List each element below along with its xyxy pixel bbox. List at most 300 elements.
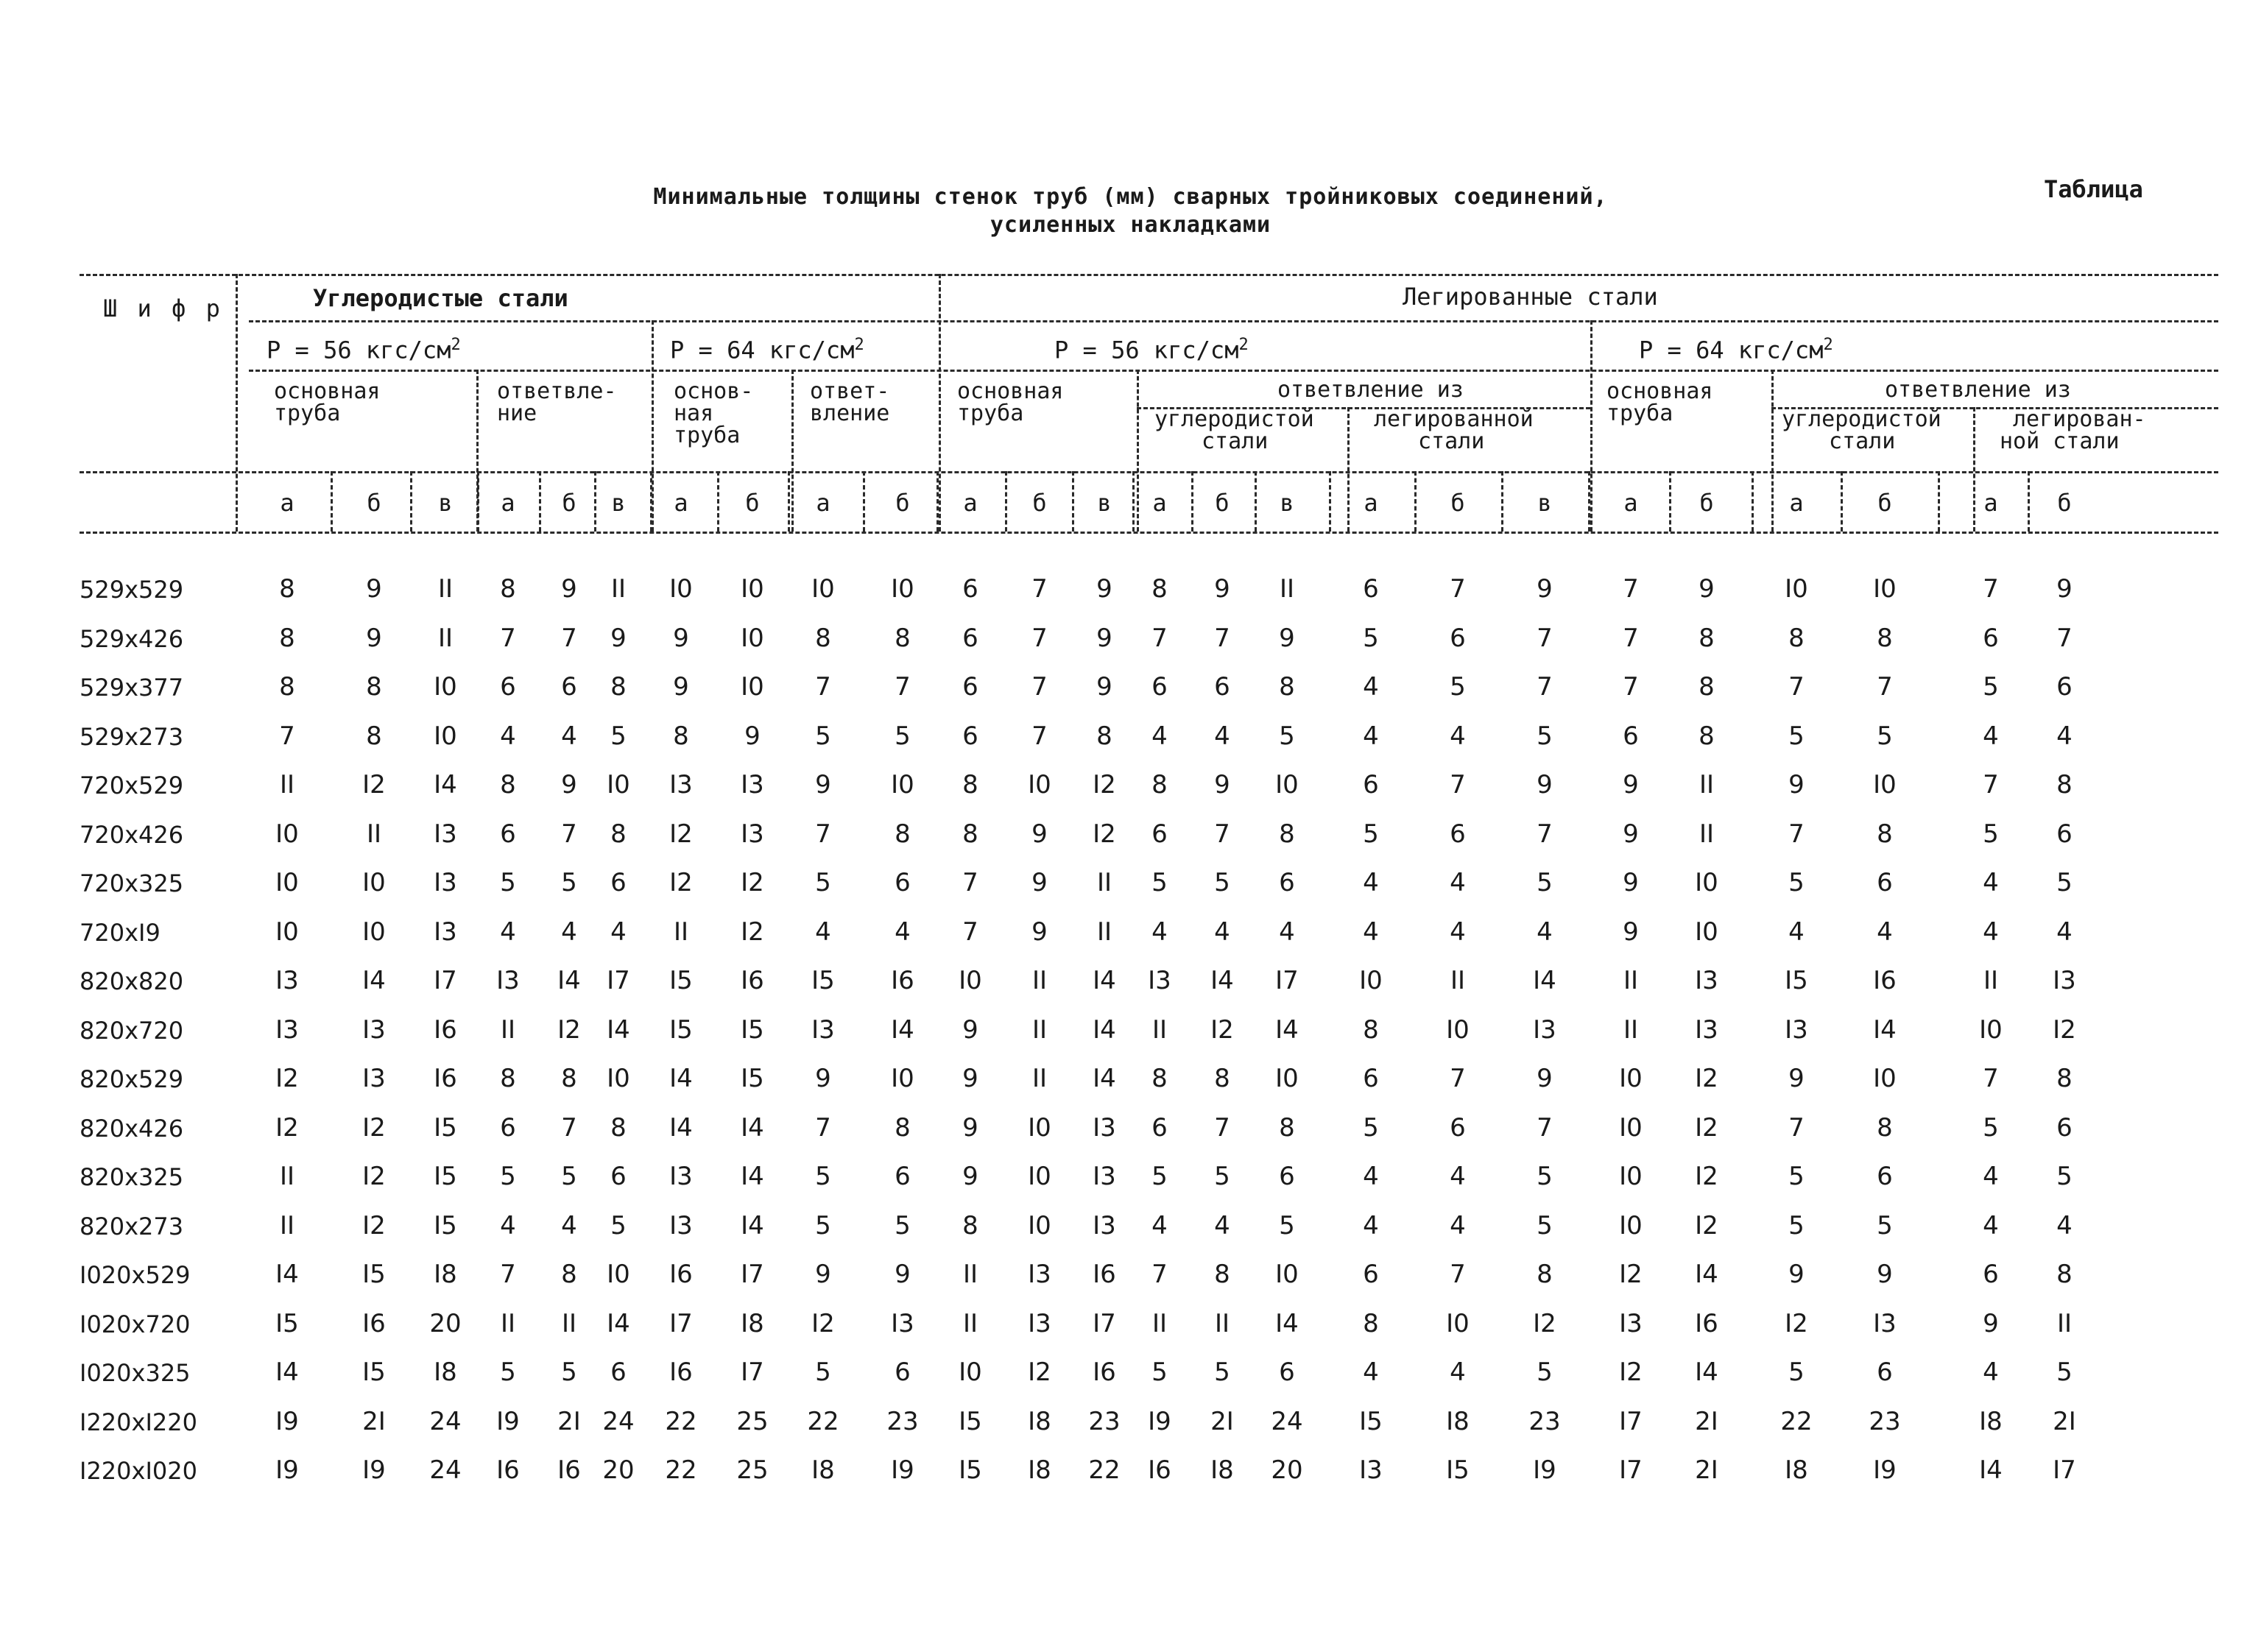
- table-cell: I0: [434, 721, 457, 751]
- table-cell: 9: [815, 1260, 831, 1289]
- table-cell: I3: [1359, 1455, 1383, 1485]
- table-cell: I4: [1275, 1015, 1299, 1045]
- table-cell: 7: [561, 1113, 577, 1143]
- table-cell: 23: [1528, 1407, 1561, 1436]
- table-cell: 23: [886, 1407, 919, 1436]
- table-cell: 7: [279, 721, 295, 751]
- table-cell: I0: [1979, 1015, 2003, 1045]
- row-label: 820х529: [80, 1065, 184, 1093]
- table-cell: 9: [962, 1064, 978, 1093]
- table-cell: 8: [1279, 1113, 1295, 1143]
- table-cell: 5: [1537, 1358, 1553, 1387]
- subcolumn-header: б: [1699, 489, 1714, 517]
- table-cell: I3: [362, 1064, 386, 1093]
- table-cell: 8: [610, 1113, 627, 1143]
- table-cell: 5: [1363, 624, 1379, 653]
- table-cell: I5: [1446, 1455, 1470, 1485]
- table-cell: 4: [1214, 917, 1230, 947]
- table-cell: 4: [1450, 1162, 1466, 1191]
- header-l56-main-l2: труба: [957, 400, 1024, 426]
- table-cell: I3: [434, 819, 457, 849]
- table-cell: 7: [815, 672, 831, 702]
- table-cell: I9: [275, 1407, 299, 1436]
- table-cell: I4: [362, 966, 386, 995]
- row-label: 720хI9: [80, 919, 161, 947]
- table-cell: I8: [1028, 1455, 1051, 1485]
- header-rule-top: [80, 274, 2218, 276]
- table-cell: 22: [665, 1455, 697, 1485]
- header-l56-branch-from: ответвление из: [1277, 377, 1464, 403]
- table-cell: 7: [1983, 574, 1999, 604]
- table-cell: 9: [962, 1015, 978, 1045]
- table-cell: 8: [279, 672, 295, 702]
- table-cell: I0: [741, 574, 764, 604]
- table-cell: 5: [815, 868, 831, 897]
- subcolumn-header: а: [1152, 489, 1167, 517]
- table-cell: 6: [1623, 721, 1639, 751]
- table-cell: I6: [434, 1064, 457, 1093]
- header-l-p64: P = 64 кгс/$см^2$: [1639, 336, 1833, 364]
- table-cell: 8: [561, 1260, 577, 1289]
- table-cell: II: [1151, 1309, 1168, 1338]
- table-cell: I8: [1028, 1407, 1051, 1436]
- table-cell: I6: [669, 1260, 693, 1289]
- table-cell: 7: [1031, 574, 1048, 604]
- table-cell: 2I: [1210, 1407, 1234, 1436]
- table-cell: 6: [1450, 819, 1466, 849]
- table-cell: 4: [500, 1211, 516, 1240]
- table-cell: I3: [1619, 1309, 1643, 1338]
- row-label: 820х426: [80, 1115, 184, 1143]
- table-cell: 8: [1877, 819, 1893, 849]
- table-cell: 5: [815, 1162, 831, 1191]
- table-cell: I3: [1093, 1113, 1116, 1143]
- table-cell: I4: [1695, 1358, 1718, 1387]
- table-cell: I0: [1695, 917, 1718, 947]
- subcolumn-divider: [1191, 471, 1193, 532]
- table-cell: 8: [1877, 1113, 1893, 1143]
- table-title-line2: усиленных накладками: [990, 212, 1271, 238]
- table-cell: I3: [741, 819, 764, 849]
- header-l64-main-l1: основная: [1606, 378, 1713, 404]
- row-label: 820х273: [80, 1212, 184, 1240]
- table-cell: I8: [1446, 1407, 1470, 1436]
- table-cell: 7: [1151, 1260, 1168, 1289]
- subcolumn-header: б: [745, 489, 760, 517]
- table-cell: 5: [1537, 721, 1553, 751]
- table-cell: 5: [1537, 868, 1553, 897]
- table-cell: I3: [434, 868, 457, 897]
- table-cell: 5: [1363, 819, 1379, 849]
- header-divider-c64: [791, 370, 794, 532]
- subcolumn-divider: [1752, 471, 1754, 532]
- subcolumn-divider: [1132, 471, 1135, 532]
- table-cell: 24: [602, 1407, 635, 1436]
- table-cell: 9: [1699, 574, 1715, 604]
- table-cell: I7: [1275, 966, 1299, 995]
- table-cell: I0: [741, 624, 764, 653]
- table-cell: I2: [1093, 819, 1116, 849]
- row-label: I220хI220: [80, 1408, 197, 1436]
- table-cell: I4: [1093, 1015, 1116, 1045]
- table-cell: 7: [1537, 819, 1553, 849]
- header-divider-l64-main: [1771, 370, 1774, 532]
- table-cell: II: [1699, 819, 1715, 849]
- table-cell: 7: [1214, 624, 1230, 653]
- subcolumn-header: б: [1877, 489, 1892, 517]
- table-cell: I0: [1028, 1113, 1051, 1143]
- table-cell: I4: [891, 1015, 914, 1045]
- table-cell: 6: [1363, 770, 1379, 799]
- table-cell: 8: [561, 1064, 577, 1093]
- header-divider-steel-groups: [939, 274, 941, 532]
- table-cell: 5: [1214, 1162, 1230, 1191]
- table-cell: II: [1214, 1309, 1230, 1338]
- table-cell: 5: [815, 1211, 831, 1240]
- table-cell: 7: [1031, 721, 1048, 751]
- table-cell: II: [1096, 917, 1112, 947]
- table-cell: 8: [962, 1211, 978, 1240]
- table-cell: I0: [891, 770, 914, 799]
- table-cell: I2: [557, 1015, 581, 1045]
- table-cell: I2: [1785, 1309, 1808, 1338]
- table-cell: 24: [429, 1455, 462, 1485]
- table-cell: 6: [895, 1162, 911, 1191]
- subcolumn-divider: [788, 471, 790, 532]
- table-cell: 5: [500, 868, 516, 897]
- table-cell: I7: [2053, 1455, 2076, 1485]
- table-cell: 4: [1363, 1211, 1379, 1240]
- subcolumn-divider: [1588, 471, 1590, 532]
- table-cell: I2: [1619, 1260, 1643, 1289]
- table-cell: 4: [1363, 721, 1379, 751]
- table-cell: I0: [362, 917, 386, 947]
- table-cell: 8: [1699, 624, 1715, 653]
- table-cell: I4: [607, 1015, 630, 1045]
- subcolumn-divider: [1841, 471, 1843, 532]
- row-label: 720х426: [80, 821, 184, 849]
- table-cell: I0: [1275, 1064, 1299, 1093]
- table-cell: 8: [500, 574, 516, 604]
- table-cell: I2: [362, 770, 386, 799]
- table-cell: 4: [1450, 721, 1466, 751]
- table-cell: 8: [610, 819, 627, 849]
- table-cell: 6: [962, 624, 978, 653]
- table-cell: II: [1623, 966, 1639, 995]
- table-cell: I6: [362, 1309, 386, 1338]
- table-cell: I3: [362, 1015, 386, 1045]
- table-cell: 7: [1623, 672, 1639, 702]
- subcolumn-divider: [1669, 471, 1671, 532]
- table-cell: 5: [815, 1358, 831, 1387]
- table-cell: 6: [1983, 1260, 1999, 1289]
- table-cell: 5: [1788, 721, 1805, 751]
- table-cell: 6: [561, 672, 577, 702]
- subcolumn-header: б: [1450, 489, 1465, 517]
- table-cell: 5: [1537, 1211, 1553, 1240]
- table-cell: 7: [561, 819, 577, 849]
- table-cell: 9: [895, 1260, 911, 1289]
- table-cell: I5: [741, 1015, 764, 1045]
- table-cell: 6: [1279, 1162, 1295, 1191]
- table-cell: I8: [1979, 1407, 2003, 1436]
- subcolumn-header: а: [1623, 489, 1638, 517]
- table-cell: 9: [1623, 819, 1639, 849]
- header-divider-l56-main: [1137, 370, 1139, 532]
- table-cell: II: [2056, 1309, 2073, 1338]
- table-cell: 7: [1983, 1064, 1999, 1093]
- table-cell: 8: [2056, 1064, 2073, 1093]
- row-label: I020х325: [80, 1359, 191, 1387]
- header-c64-main-l3: труба: [674, 423, 741, 448]
- table-cell: I4: [669, 1113, 693, 1143]
- subcolumn-header: а: [963, 489, 978, 517]
- table-cell: 5: [561, 1358, 577, 1387]
- table-cell: I5: [434, 1211, 457, 1240]
- table-cell: 4: [1983, 721, 1999, 751]
- table-cell: 6: [1877, 1162, 1893, 1191]
- table-cell: 9: [673, 672, 689, 702]
- table-cell: I0: [1873, 574, 1897, 604]
- subcolumn-header: а: [280, 489, 294, 517]
- table-cell: 9: [1788, 1064, 1805, 1093]
- row-label: I220хI020: [80, 1457, 197, 1485]
- table-cell: 4: [1363, 868, 1379, 897]
- table-cell: I3: [891, 1309, 914, 1338]
- table-cell: 9: [962, 1113, 978, 1143]
- table-cell: II: [673, 917, 689, 947]
- table-cell: I5: [275, 1309, 299, 1338]
- table-cell: I3: [1785, 1015, 1808, 1045]
- table-cell: I7: [1619, 1407, 1643, 1436]
- table-cell: 9: [1537, 574, 1553, 604]
- header-c-p56: P = 56 кгс/$см^2$: [267, 336, 461, 364]
- table-cell: 6: [895, 868, 911, 897]
- table-cell: 9: [1788, 1260, 1805, 1289]
- subcolumn-divider: [477, 471, 479, 532]
- table-cell: I8: [811, 1455, 835, 1485]
- table-cell: 6: [1877, 1358, 1893, 1387]
- subcolumn-divider: [539, 471, 541, 532]
- table-cell: I2: [741, 868, 764, 897]
- table-cell: 2I: [1695, 1407, 1718, 1436]
- table-cell: 5: [1788, 1162, 1805, 1191]
- table-cell: 5: [1983, 672, 1999, 702]
- table-cell: 5: [1214, 1358, 1230, 1387]
- table-cell: 7: [1450, 1260, 1466, 1289]
- table-cell: 24: [1271, 1407, 1303, 1436]
- subcolumn-divider: [331, 471, 333, 532]
- table-cell: 6: [610, 868, 627, 897]
- header-l64-alloy-l2: ной стали: [2000, 428, 2120, 454]
- header-c64-main-l1: основ-: [674, 378, 754, 404]
- table-cell: I4: [741, 1162, 764, 1191]
- table-cell: 9: [815, 770, 831, 799]
- table-cell: 6: [895, 1358, 911, 1387]
- table-cell: 7: [1877, 672, 1893, 702]
- table-cell: I4: [1275, 1309, 1299, 1338]
- table-cell: 9: [962, 1162, 978, 1191]
- table-cell: 4: [1983, 1211, 1999, 1240]
- table-cell: 2I: [1695, 1455, 1718, 1485]
- table-cell: I8: [434, 1260, 457, 1289]
- table-cell: 9: [561, 770, 577, 799]
- table-cell: 5: [815, 721, 831, 751]
- table-cell: 8: [1877, 624, 1893, 653]
- table-cell: 8: [1788, 624, 1805, 653]
- subcolumn-header: а: [816, 489, 830, 517]
- table-cell: I0: [275, 917, 299, 947]
- header-c64-branch-l1: ответ-: [810, 378, 890, 404]
- subcolumn-divider: [410, 471, 412, 532]
- table-cell: 8: [1537, 1260, 1553, 1289]
- table-cell: I5: [362, 1260, 386, 1289]
- table-cell: 4: [1363, 672, 1379, 702]
- table-cell: I3: [275, 1015, 299, 1045]
- table-cell: I8: [434, 1358, 457, 1387]
- subcolumn-divider: [1938, 471, 1940, 532]
- table-cell: 7: [815, 819, 831, 849]
- header-l64-main-l2: труба: [1606, 400, 1673, 426]
- table-cell: 8: [1096, 721, 1112, 751]
- table-cell: 4: [1450, 917, 1466, 947]
- header-c56-main-l1: основная: [274, 378, 381, 404]
- table-cell: 7: [1031, 624, 1048, 653]
- table-cell: 8: [1214, 1260, 1230, 1289]
- header-l64-carbon-l2: стали: [1829, 428, 1896, 454]
- table-cell: 8: [895, 624, 911, 653]
- table-cell: 9: [1031, 868, 1048, 897]
- table-cell: I5: [669, 1015, 693, 1045]
- subcolumn-header: б: [367, 489, 381, 517]
- row-label: 529х377: [80, 674, 184, 702]
- table-cell: 4: [895, 917, 911, 947]
- table-cell: 9: [561, 574, 577, 604]
- header-l56-carbon-l2: стали: [1202, 428, 1269, 454]
- table-cell: 7: [1450, 574, 1466, 604]
- table-cell: 2I: [2053, 1407, 2076, 1436]
- header-rule-pressure: [249, 370, 2218, 372]
- table-cell: 6: [500, 819, 516, 849]
- header-c64-branch-l2: вление: [810, 400, 890, 426]
- table-cell: I3: [811, 1015, 835, 1045]
- header-c56-main-l2: труба: [274, 400, 341, 426]
- table-cell: 5: [1450, 672, 1466, 702]
- table-cell: I0: [275, 819, 299, 849]
- table-cell: 9: [1031, 819, 1048, 849]
- row-label: 820х720: [80, 1017, 184, 1045]
- table-cell: 5: [2056, 1162, 2073, 1191]
- table-cell: I2: [1210, 1015, 1234, 1045]
- row-label: 820х820: [80, 967, 184, 995]
- subcolumn-divider: [1072, 471, 1074, 532]
- table-cell: 6: [2056, 1113, 2073, 1143]
- table-cell: 8: [1279, 672, 1295, 702]
- table-cell: 6: [1877, 868, 1893, 897]
- subcolumn-divider: [1255, 471, 1257, 532]
- table-cell: 5: [1983, 1113, 1999, 1143]
- table-cell: 5: [1537, 1162, 1553, 1191]
- subcolumn-header: а: [674, 489, 688, 517]
- table-cell: I3: [1695, 1015, 1718, 1045]
- table-cell: I3: [669, 1162, 693, 1191]
- table-cell: I3: [669, 770, 693, 799]
- table-cell: 5: [1151, 1358, 1168, 1387]
- table-cell: 7: [1450, 1064, 1466, 1093]
- table-cell: 9: [1623, 770, 1639, 799]
- table-cell: I0: [607, 1260, 630, 1289]
- table-cell: 6: [1151, 819, 1168, 849]
- table-cell: I9: [891, 1455, 914, 1485]
- table-cell: 4: [2056, 721, 2073, 751]
- table-cell: I7: [1619, 1455, 1643, 1485]
- table-cell: 8: [1151, 770, 1168, 799]
- table-cell: I6: [434, 1015, 457, 1045]
- table-cell: I0: [1028, 1162, 1051, 1191]
- table-cell: I2: [1695, 1064, 1718, 1093]
- table-cell: 6: [1983, 624, 1999, 653]
- table-cell: 7: [500, 624, 516, 653]
- table-cell: I7: [741, 1358, 764, 1387]
- table-cell: I4: [669, 1064, 693, 1093]
- table-cell: I9: [496, 1407, 520, 1436]
- table-cell: 8: [1363, 1309, 1379, 1338]
- table-cell: I2: [1695, 1162, 1718, 1191]
- table-cell: 9: [1279, 624, 1295, 653]
- table-cell: I3: [1148, 966, 1171, 995]
- table-cell: II: [366, 819, 382, 849]
- table-cell: 9: [1096, 574, 1112, 604]
- table-cell: II: [279, 770, 295, 799]
- table-cell: I6: [557, 1455, 581, 1485]
- table-cell: 5: [2056, 1358, 2073, 1387]
- table-cell: I0: [1275, 1260, 1299, 1289]
- header-alloy-steels: Легированные стали: [1403, 283, 1658, 311]
- table-cell: I2: [1028, 1358, 1051, 1387]
- table-cell: II: [1096, 868, 1112, 897]
- table-cell: I0: [669, 574, 693, 604]
- table-cell: I4: [1873, 1015, 1897, 1045]
- table-cell: I4: [434, 770, 457, 799]
- table-cell: II: [962, 1309, 978, 1338]
- subcolumn-header: в: [1097, 489, 1112, 517]
- table-cell: II: [437, 624, 454, 653]
- table-cell: I0: [741, 672, 764, 702]
- table-cell: I3: [2053, 966, 2076, 995]
- table-cell: 9: [1031, 917, 1048, 947]
- table-cell: I6: [1093, 1260, 1116, 1289]
- table-cell: I4: [1533, 966, 1556, 995]
- table-cell: 5: [1788, 1211, 1805, 1240]
- table-cell: 7: [1623, 624, 1639, 653]
- row-label: I020х529: [80, 1261, 191, 1289]
- table-cell: I3: [275, 966, 299, 995]
- table-cell: 8: [1699, 721, 1715, 751]
- table-cell: 6: [962, 721, 978, 751]
- table-cell: I0: [1028, 770, 1051, 799]
- table-cell: 6: [1450, 1113, 1466, 1143]
- table-cell: I6: [741, 966, 764, 995]
- table-cell: I3: [496, 966, 520, 995]
- table-cell: 8: [815, 624, 831, 653]
- table-cell: I5: [434, 1162, 457, 1191]
- table-cell: 7: [962, 868, 978, 897]
- table-cell: 22: [1780, 1407, 1813, 1436]
- table-cell: I7: [741, 1260, 764, 1289]
- table-cell: I0: [891, 574, 914, 604]
- header-divider-shifr: [236, 274, 238, 532]
- table-cell: 8: [500, 770, 516, 799]
